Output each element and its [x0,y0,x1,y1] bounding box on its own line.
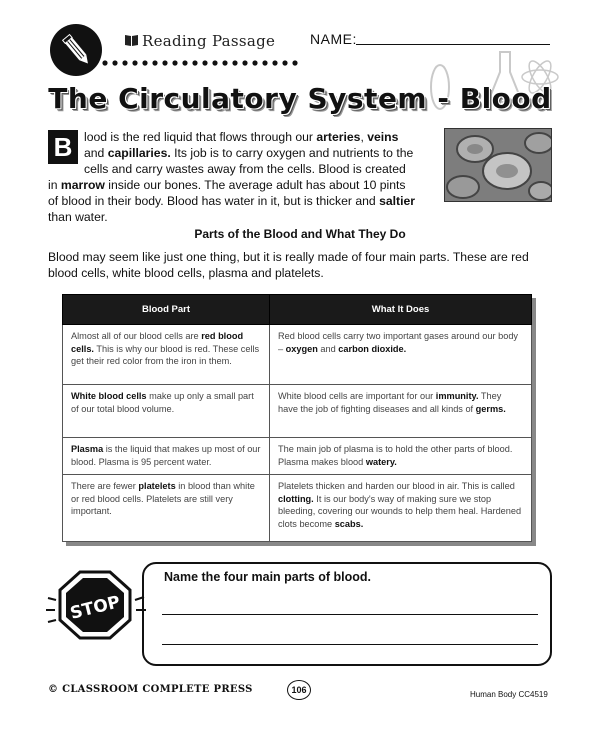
table-header-row [63,295,532,325]
footer-code: Human Body CC4519 [470,690,548,699]
bold-term: oxygen [285,343,318,354]
text-run: and [84,146,108,160]
bold-term: red blood cells. [71,331,244,354]
paragraph-line: Blood may seem like just one thing, but it is really made of four main parts. These are red [48,250,529,264]
bold-term: Plasma [71,444,104,454]
bold-term: capillaries. [107,146,171,160]
book-icon [124,33,139,47]
answer-line[interactable] [162,644,538,645]
column-header-blood-part: Blood Part [63,295,270,325]
bold-term: germs. [475,403,506,414]
intro-line [48,177,406,193]
bold-term: carbon dioxide. [338,343,407,354]
intro-line [84,145,413,161]
blood-parts-table [62,294,532,542]
text-run: is the liquid that makes up most of our blood. Plasma is 95 percent water. [71,444,261,467]
paragraph-line: blood cells, white blood cells, plasma and platelets. [48,266,324,280]
blood-part-cell [63,325,270,385]
text-run: in blood than white or red blood cells. Platelets are still very important. [71,481,255,516]
pencil-badge-icon [50,24,102,76]
text-run: in [48,178,61,192]
page-title: The Circulatory System - Blood [48,82,552,115]
text-run: Its job is to carry oxygen and nutrients to the [170,146,414,160]
text-run: of blood in their body. Blood has water in it, but is thicker and [48,194,380,208]
name-label: NAME: [310,31,357,47]
bold-term: immunity. [435,391,479,401]
blood-part-cell [63,475,270,542]
dotted-divider [102,60,302,66]
blood-part-cell [63,438,270,475]
stop-sign-icon [44,570,154,650]
text-run: make up only a small part of our total blood volume. [71,391,254,414]
bold-term: veins [367,130,399,144]
intro-line [48,209,108,225]
text-run: lood is the red liquid that flows through our [84,130,317,144]
publisher-brand: © CLASSROOM COMPLETE PRESS [48,684,253,695]
intro-line [48,193,415,209]
question-prompt: Name the four main parts of blood. [164,570,371,584]
what-it-does-cell [270,325,532,385]
text-run: , [360,130,368,144]
text-run: The main job of plasma is to hold the other parts of blood. Plasma makes blood [278,444,513,467]
table-row [63,325,532,385]
what-it-does-cell [270,385,532,438]
bold-term: White blood cells [71,391,147,401]
text-run: and [317,343,339,354]
text-run: Almost all of our blood cells are [71,331,202,341]
text-run: cells and carry wastes away from the cells. Blood is created [84,162,406,176]
bold-term: scabs. [334,518,364,529]
text-run: It is our body's way of making sure we stop bleeding, covering our wounds to help them heal. Hardened clots become [278,493,522,529]
column-header-what-it-does: What It Does [270,295,532,325]
drop-cap: B [48,130,78,164]
bold-term: platelets [138,481,176,491]
header-label: Reading Passage [142,32,276,50]
text-run: White blood cells are important for our [278,391,436,401]
table-row [63,475,532,542]
section-heading: Parts of the Blood and What They Do [194,227,406,241]
blood-cells-photo [444,128,552,202]
stop-sign-label: STOP [68,592,123,624]
bold-term: clotting. [278,493,314,504]
bold-term: arteries [316,130,361,144]
text-run: Red blood cells carry two important gases around our body – [278,331,519,354]
text-run: Platelets thicken and harden our blood in air. This is called [278,481,515,491]
what-it-does-cell [270,475,532,542]
text-run: than water. [48,210,108,224]
intro-line [84,161,406,177]
bold-term: watery. [365,456,397,467]
answer-line[interactable] [162,614,538,615]
bold-term: marrow [60,178,105,192]
intro-line [84,129,398,145]
text-run: inside our bones. The average adult has about 10 pints [104,178,406,192]
page-number: 106 [287,680,311,700]
bold-term: saltier [379,194,415,208]
text-run: There are fewer [71,481,139,491]
what-it-does-cell [270,438,532,475]
text-run: They have the job of fighting diseases and all kinds of [278,391,502,414]
table-row [63,438,532,475]
blood-part-cell [63,385,270,438]
table-row [63,385,532,438]
text-run: This is why our blood is red. These cells get their red color from the iron in them. [71,343,260,366]
